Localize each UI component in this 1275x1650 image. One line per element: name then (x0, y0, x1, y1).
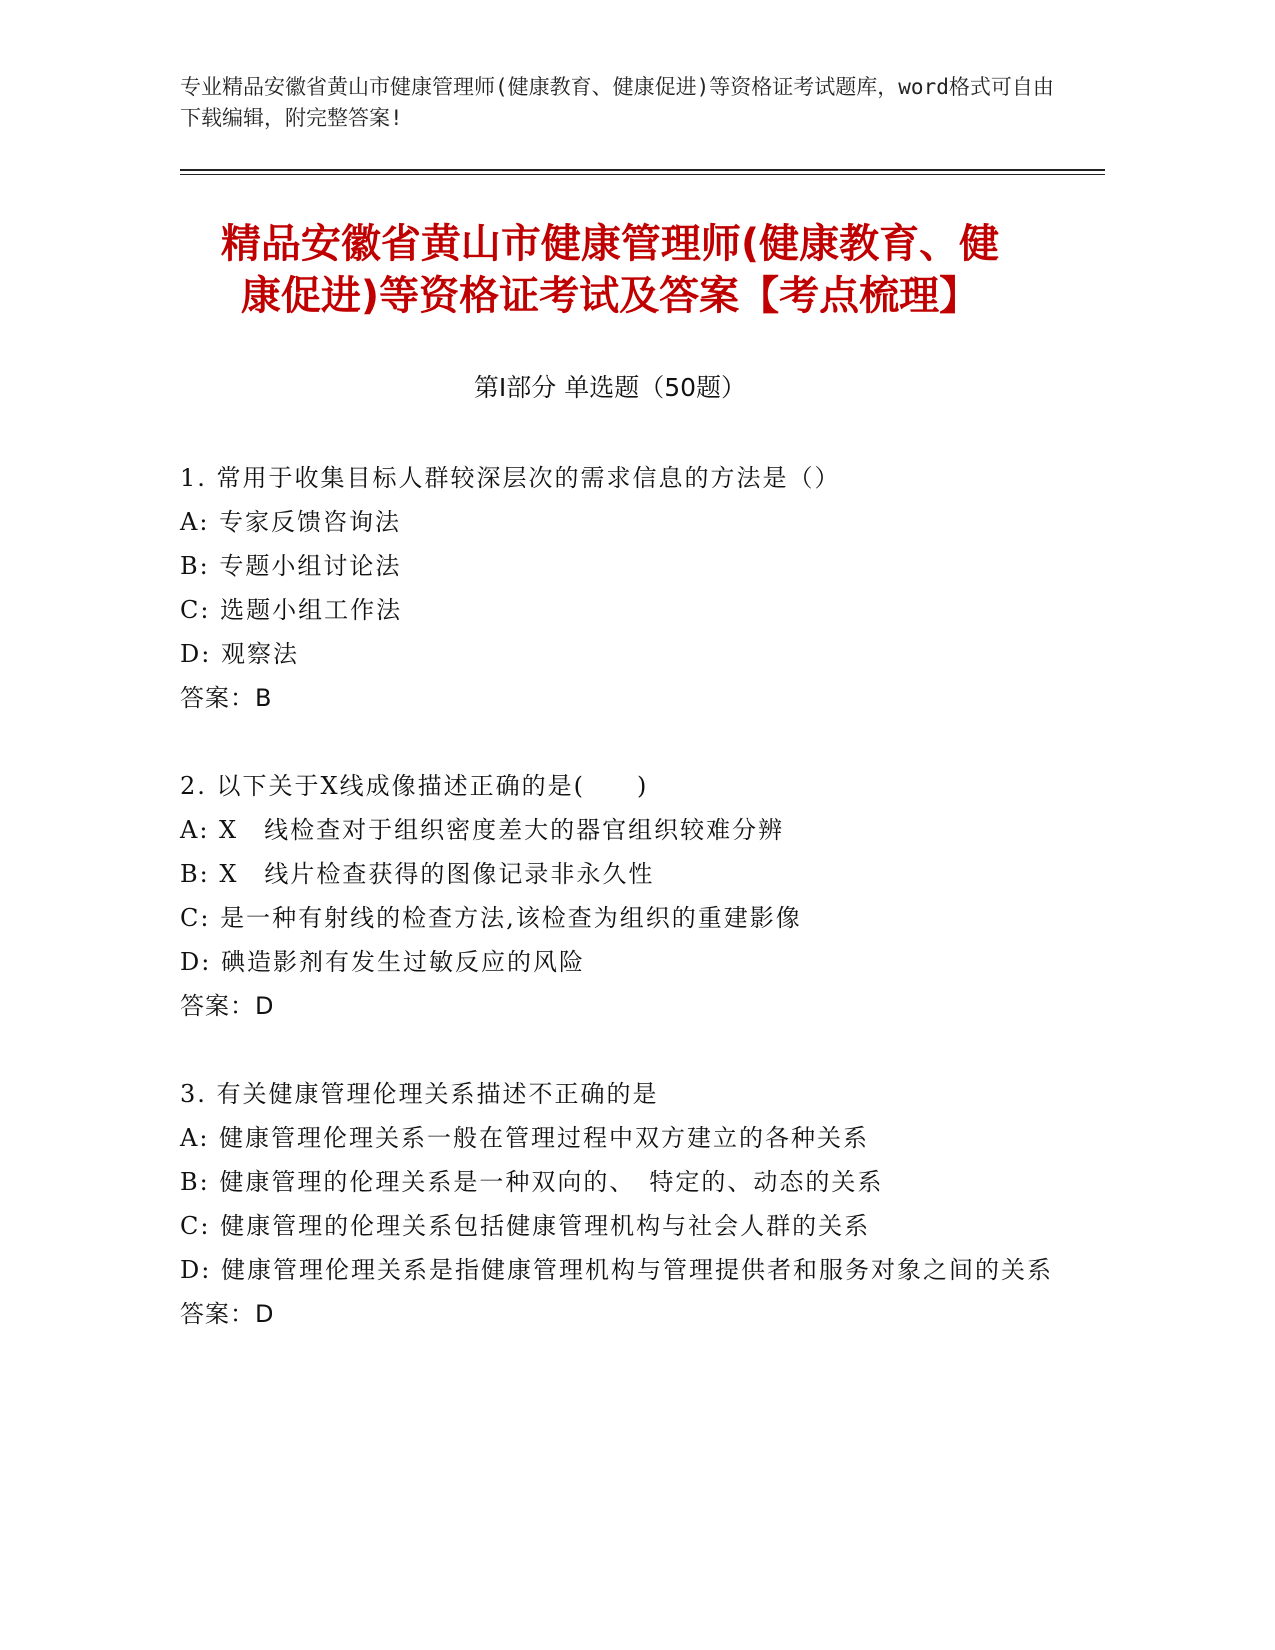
option-a: A: 健康管理伦理关系一般在管理过程中双方建立的各种关系 (180, 1124, 870, 1152)
document-title-line-2: 康促进)等资格证考试及答案【考点梳理】 (240, 273, 980, 319)
answer-line: 答案：D (180, 1300, 275, 1328)
header-note: 专业精品安徽省黄山市健康管理师(健康教育、健康促进)等资格证考试题库，word格式可自由下载编辑，附完整答案! (180, 75, 1054, 130)
option-b: B: X 线片检查获得的图像记录非永久性 (180, 860, 655, 888)
option-c: C: 选题小组工作法 (180, 596, 403, 624)
option-b: B: 健康管理的伦理关系是一种双向的、 特定的、动态的关系 (180, 1168, 884, 1196)
answer-line: 答案：B (180, 684, 273, 712)
option-a: A: 专家反馈咨询法 (180, 508, 402, 536)
question-stem: 1. 常用于收集目标人群较深层次的需求信息的方法是（） (180, 464, 841, 492)
document-title (180, 218, 1040, 322)
header-divider-thin (180, 174, 1105, 175)
question-stem: 3. 有关健康管理伦理关系描述不正确的是 (180, 1080, 659, 1108)
document-title-line-1: 精品安徽省黄山市健康管理师(健康教育、健 (220, 221, 1000, 267)
question-list (180, 456, 1060, 1380)
question-2 (180, 764, 1060, 1028)
option-c: C: 健康管理的伦理关系包括健康管理机构与社会人群的关系 (180, 1212, 871, 1240)
question-3 (180, 1072, 1060, 1336)
option-d: D: 健康管理伦理关系是指健康管理机构与管理提供者和服务对象之间的关系 (180, 1256, 1053, 1284)
header-divider-thick (180, 169, 1105, 171)
option-d: D: 碘造影剂有发生过敏反应的风险 (180, 948, 585, 976)
answer-line: 答案：D (180, 992, 275, 1020)
section-title: 第Ⅰ部分 单选题（50题） (473, 373, 747, 402)
option-d: D: 观察法 (180, 640, 299, 668)
option-a: A: X 线检查对于组织密度差大的器官组织较难分辨 (180, 816, 785, 844)
question-stem: 2. 以下关于X线成像描述正确的是( ) (180, 772, 649, 800)
question-1 (180, 456, 1060, 720)
option-b: B: 专题小组讨论法 (180, 552, 402, 580)
option-c: C: 是一种有射线的检查方法,该检查为组织的重建影像 (180, 904, 802, 932)
